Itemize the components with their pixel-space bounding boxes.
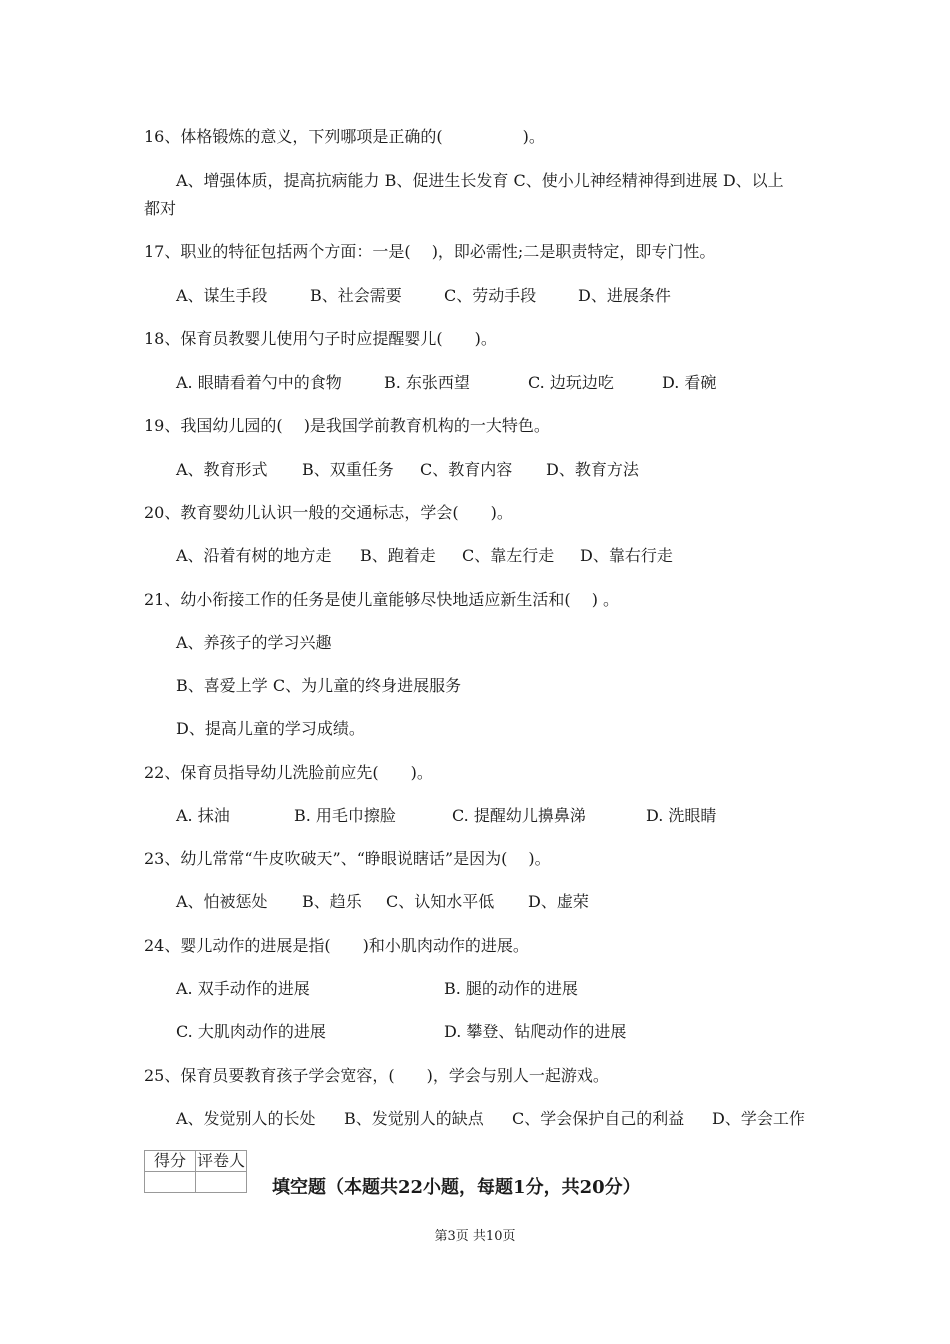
option-d: D. 攀登、钻爬动作的进展 xyxy=(444,1022,627,1041)
option-b: B、跑着走 xyxy=(360,546,436,565)
option-b: B、发觉别人的缺点 xyxy=(344,1109,484,1128)
option-a: A. 抹油 xyxy=(176,806,230,825)
question-22-stem: 22、保育员指导幼儿洗脸前应先( )。 xyxy=(144,763,433,782)
question-16-options: A、增强体质，提高抗病能力 B、促进生长发育 C、使小儿神经精神得到进展 D、以上 xyxy=(176,171,784,190)
page-footer: 第3页 共10页 xyxy=(434,1229,516,1244)
question-23-stem: 23、幼儿常常“牛皮吹破天”、“睁眼说瞎话”是因为( )。 xyxy=(144,849,551,868)
question-16-stem: 16、体格锻炼的意义，下列哪项是正确的( )。 xyxy=(144,127,545,146)
option-b: B. 东张西望 xyxy=(384,373,470,392)
option-a: A、教育形式 xyxy=(176,460,268,479)
option-c: C、认知水平低 xyxy=(386,892,495,911)
option-a: A、怕被惩处 xyxy=(176,892,268,911)
grader-cell xyxy=(196,1172,247,1193)
score-box xyxy=(144,1150,247,1193)
option-d: D、学会工作 xyxy=(712,1109,805,1128)
question-17-stem: 17、职业的特征包括两个方面：一是( )，即必需性;二是职责特定，即专门性。 xyxy=(144,242,716,261)
option-a: A、沿着有树的地方走 xyxy=(176,546,332,565)
option-c: C、学会保护自己的利益 xyxy=(512,1109,685,1128)
option-b: B、社会需要 xyxy=(310,286,402,305)
score-cell xyxy=(145,1172,196,1193)
section-title: 填空题（本题共22小题，每题1分，共20分） xyxy=(272,1177,641,1198)
question-20-stem: 20、教育婴幼儿认识一般的交通标志，学会( )。 xyxy=(144,503,513,522)
question-16-options-cont: 都对 xyxy=(144,199,177,218)
question-18-stem: 18、保育员教婴儿使用勺子时应提醒婴儿( )。 xyxy=(144,329,497,348)
question-21-option-bc: B、喜爱上学 C、为儿童的终身进展服务 xyxy=(176,676,462,695)
question-25-stem: 25、保育员要教育孩子学会宽容，( )，学会与别人一起游戏。 xyxy=(144,1066,609,1085)
option-a: A. 双手动作的进展 xyxy=(176,979,310,998)
option-c: C. 大肌肉动作的进展 xyxy=(176,1022,326,1041)
option-d: D. 看碗 xyxy=(662,373,717,392)
grader-label: 评卷人 xyxy=(197,1151,246,1170)
question-19-stem: 19、我国幼儿园的( )是我国学前教育机构的一大特色。 xyxy=(144,416,550,435)
option-b: B. 用毛巾擦脸 xyxy=(294,806,396,825)
question-21-stem: 21、幼小衔接工作的任务是使儿童能够尽快地适应新生活和( ) 。 xyxy=(144,590,620,609)
question-21-option-d: D、提高儿童的学习成绩。 xyxy=(176,719,365,738)
option-d: D、虚荣 xyxy=(528,892,589,911)
option-d: D、靠右行走 xyxy=(580,546,673,565)
option-b: B、双重任务 xyxy=(302,460,394,479)
option-d: D、进展条件 xyxy=(578,286,671,305)
option-b: B. 腿的动作的进展 xyxy=(444,979,578,998)
option-c: C、教育内容 xyxy=(420,460,513,479)
option-a: A. 眼睛看着勺中的食物 xyxy=(176,373,342,392)
option-c: C. 边玩边吃 xyxy=(528,373,614,392)
option-b: B、趋乐 xyxy=(302,892,362,911)
option-a: A、谋生手段 xyxy=(176,286,268,305)
score-label: 得分 xyxy=(145,1151,196,1172)
option-d: D、教育方法 xyxy=(546,460,639,479)
option-c: C、靠左行走 xyxy=(462,546,555,565)
option-d: D. 洗眼睛 xyxy=(646,806,717,825)
question-21-option-a: A、养孩子的学习兴趣 xyxy=(176,633,332,652)
option-a: A、发觉别人的长处 xyxy=(176,1109,316,1128)
option-c: C. 提醒幼儿擤鼻涕 xyxy=(452,806,586,825)
question-24-stem: 24、婴儿动作的进展是指( )和小肌肉动作的进展。 xyxy=(144,936,529,955)
option-c: C、劳动手段 xyxy=(444,286,537,305)
